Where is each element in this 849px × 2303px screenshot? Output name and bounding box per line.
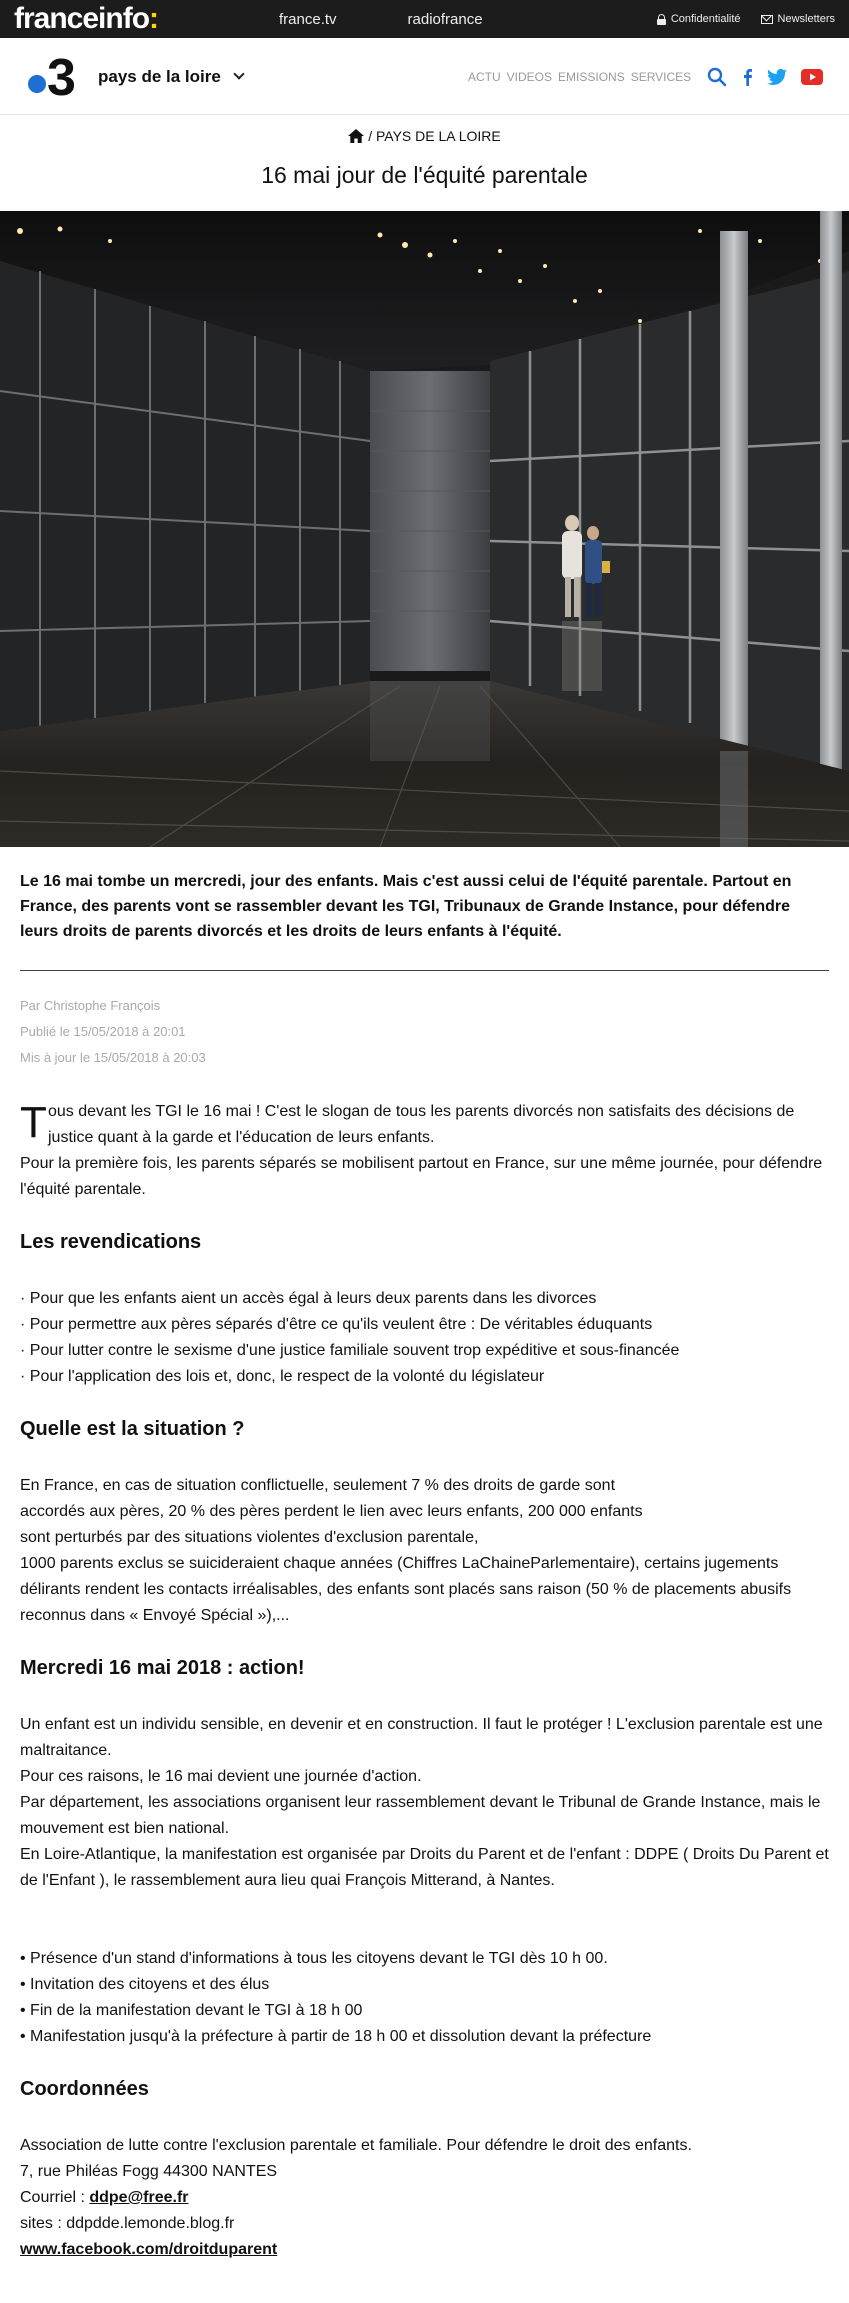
list-item: • Présence d'un stand d'informations à tous les citoyens devant le TGI dès 10 h 00. — [20, 1950, 608, 1967]
breadcrumb-region[interactable]: / PAYS DE LA LOIRE — [368, 128, 501, 144]
chevron-down-icon — [233, 68, 244, 79]
nav-actu[interactable]: ACTU — [468, 69, 501, 84]
author-link[interactable]: Par Christophe François — [20, 998, 161, 1013]
search-icon[interactable] — [707, 67, 727, 87]
situation-text: En France, en cas de situation conflictuelle, seulement 7 % des droits de garde sont accordés aux pères, 20 % des pères perdent le lien avec leurs enfants, 200 000 enfants sont perturbés par des situations violentes d'exclusion parentale, 1000 parents exclus se suicideraient chaque années (Chiffres LaChaineParlementaire), certains jugements délirants rendent les contacts irréalisables, des enfants sont placés sans raison (50 % de placements abusifs reconnus dans « Envoyé Spécial »),... — [20, 1477, 792, 1624]
heading-revendications: Les revendications — [20, 1231, 202, 1253]
hero-photo — [0, 211, 849, 847]
top-bar — [0, 0, 849, 38]
revendications-list — [20, 1286, 829, 1390]
updated-date: Mis à jour le 15/05/2018 à 20:03 — [20, 1050, 206, 1065]
social-icons — [707, 38, 823, 115]
article-lead: Le 16 mai tombe un mercredi, jour des enfants. Mais c'est aussi celui de l'équité parentale. Partout en France, des parents vont se rassembler devant les TGI, Tribunaux de Grande Instance, pour défendre leurs droits de parents divorcés et les droits de leurs enfants à l'équité. — [20, 873, 792, 940]
home-icon[interactable] — [348, 129, 364, 143]
list-item: • Fin de la manifestation devant le TGI à 18 h 00 — [20, 2002, 363, 2019]
nav-emissions[interactable]: EMISSIONS — [558, 69, 625, 84]
site-text: ddpdde.lemonde.blog.fr — [66, 2215, 235, 2232]
facebook-link[interactable]: www.facebook.com/droitduparent — [20, 2241, 278, 2258]
list-item: • Invitation des citoyens et des élus — [20, 1976, 270, 1993]
privacy-link[interactable]: Confidentialité — [657, 13, 741, 25]
article-intro — [20, 1099, 829, 1203]
list-item: · Pour que les enfants aient un accès égal à leurs deux parents dans les divorces — [20, 1290, 597, 1307]
blue-dot — [28, 75, 46, 93]
region-selector[interactable]: pays de la loire — [98, 38, 243, 115]
intro-paragraph-2: Pour la première fois, les parents séparés se mobilisent partout en France, sur une même journée, pour défendre l'équité parentale. — [20, 1155, 823, 1198]
facebook-icon[interactable] — [741, 68, 753, 86]
site-header — [0, 38, 849, 115]
youtube-icon[interactable] — [801, 69, 823, 85]
contact-block: Association de lutte contre l'exclusion parentale et familiale. Pour défendre le droit des enfants. 7, rue Philéas Fogg 44300 NANTES Courriel : ddpe@free.fr sites : ddpdde.lemonde.blog.fr www.facebook.com/droitduparent — [20, 2133, 829, 2263]
newsletters-link[interactable]: Newsletters — [761, 13, 835, 25]
list-item: · Pour l'application des lois et, donc, le respect de la volonté du législateur — [20, 1368, 545, 1385]
email-link[interactable]: ddpe@free.fr — [89, 2189, 189, 2206]
heading-coordonnees: Coordonnées — [20, 2078, 149, 2100]
drop-cap: T — [20, 1098, 47, 1147]
franceinfo-logo[interactable]: franceinfo: — [14, 2, 159, 35]
sites-line: sites : ddpdde.lemonde.blog.fr — [20, 2215, 235, 2232]
heading-action: Mercredi 16 mai 2018 : action! — [20, 1657, 305, 1679]
top-right-links — [657, 0, 835, 38]
action-text: Un enfant est un individu sensible, en devenir et en construction. Il faut le protéger ! L'exclusion parentale est une maltraitance. Pour ces raisons, le 16 mai devient une journée d'action. Par département, les associations organisent leur rassemblement devant le Tribunal de Grande Instance, mais le mouvement est bien national. En Loire-Atlantique, la manifestation est organisée par Droits du Parent et de l'enfant : DDPE ( Droits Du Parent et de l'Enfant ), le rassemblement aura lieu quai François Mitterand, à Nantes. — [20, 1716, 829, 1889]
published-date: Publié le 15/05/2018 à 20:01 — [20, 1024, 186, 1039]
action-list — [20, 1946, 829, 2050]
nav-videos[interactable]: VIDEOS — [506, 69, 553, 84]
france3-logo[interactable]: 3 — [28, 54, 74, 102]
list-item: · Pour permettre aux pères séparés d'être ce qu'ils veulent être : De véritables éduquants — [20, 1316, 653, 1333]
intro-paragraph: T ous devant les TGI le 16 mai ! C'est le slogan de tous les parents divorcés non satisfaits des décisions de justice quant à la garde et l'éducation de leurs enfants. — [20, 1098, 795, 1147]
article-meta — [20, 993, 829, 1071]
separator — [20, 970, 829, 971]
mail-icon — [761, 15, 773, 24]
heading-situation: Quelle est la situation ? — [20, 1418, 245, 1440]
main-nav — [468, 38, 691, 115]
nav-services[interactable]: SERVICES — [630, 69, 692, 84]
address: 7, rue Philéas Fogg 44300 NANTES — [20, 2163, 278, 2180]
email-line: Courriel : ddpe@free.fr — [20, 2189, 189, 2206]
france-tv-link[interactable]: france.tv — [279, 10, 337, 28]
radiofrance-link[interactable]: radiofrance — [407, 10, 483, 28]
twitter-icon[interactable] — [767, 69, 787, 85]
breadcrumb — [0, 128, 849, 144]
partner-links — [279, 0, 483, 38]
article-title: 16 mai jour de l'équité parentale — [261, 162, 588, 188]
lock-icon — [657, 14, 666, 25]
list-item: · Pour lutter contre le sexisme d'une justice familiale souvent trop expéditive et sous-financée — [20, 1342, 680, 1359]
list-item: • Manifestation jusqu'à la préfecture à partir de 18 h 00 et dissolution devant la préfecture — [20, 2028, 652, 2045]
